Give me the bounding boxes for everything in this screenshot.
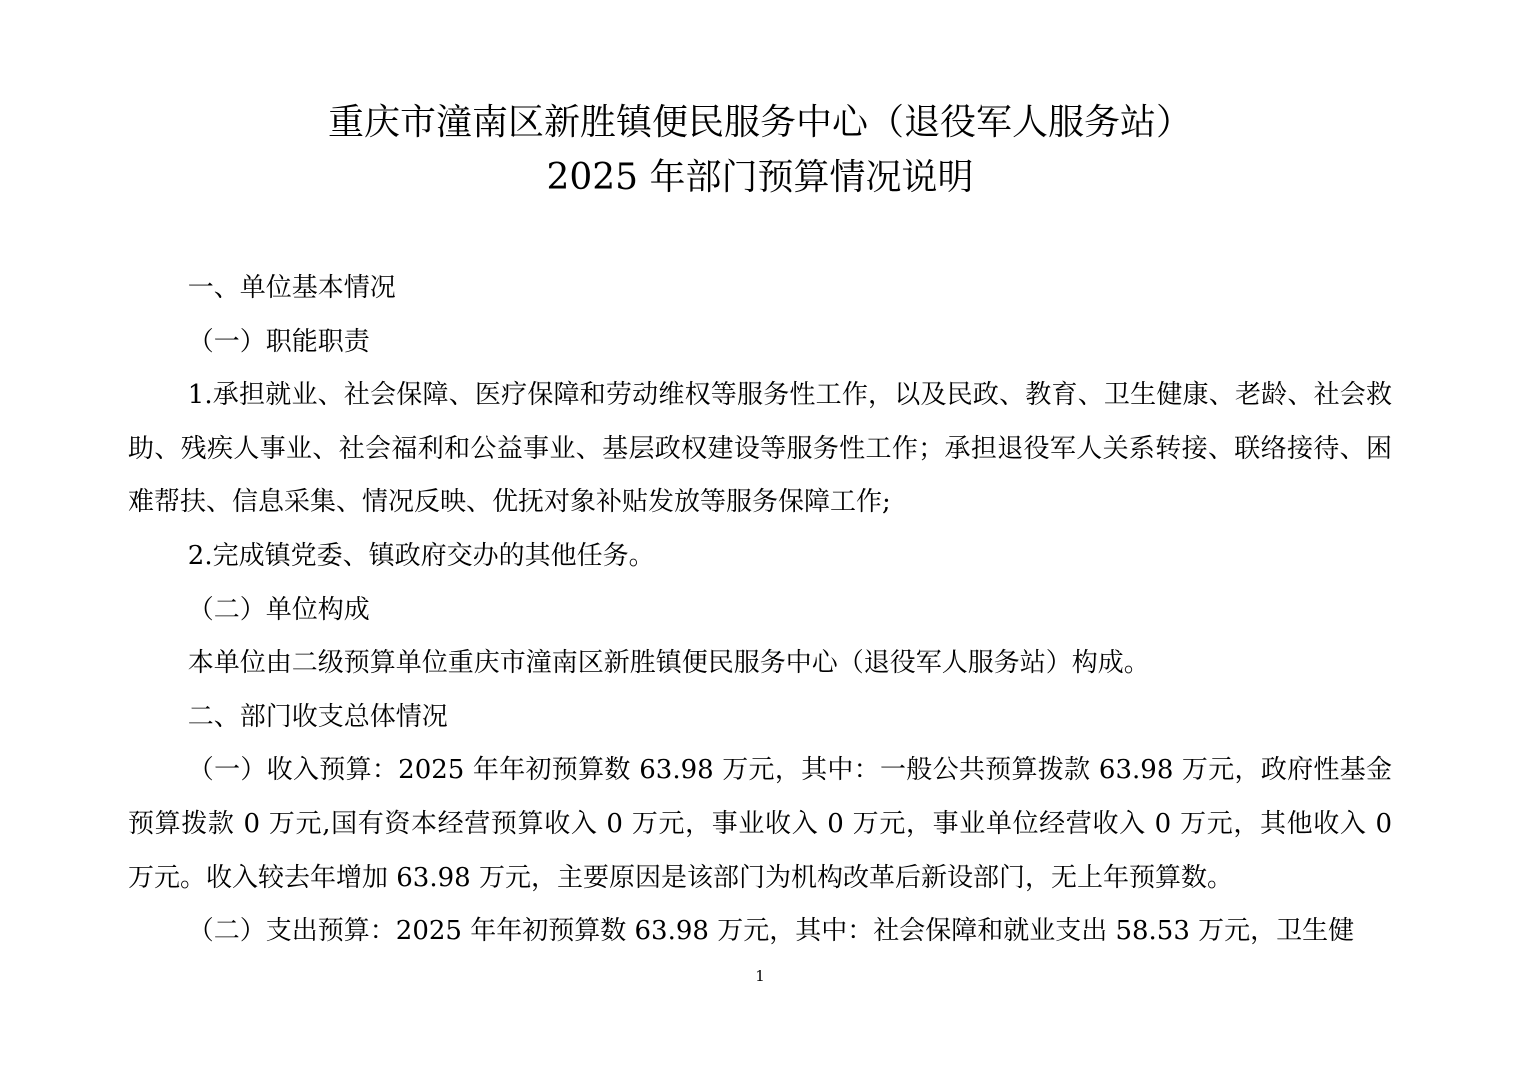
document-body <box>128 262 1392 959</box>
paragraph-composition: 本单位由二级预算单位重庆市潼南区新胜镇便民服务中心（退役军人服务站）构成。 <box>187 648 1150 679</box>
paragraph-function-1: 1.承担就业、社会保障、医疗保障和劳动维权等服务性工作，以及民政、教育、卫生健康、老龄、社会救助、残疾人事业、社会福利和公益事业、基层政权建设等服务性工作；承担退役军人关系转接、联络接待、困难帮扶、信息采集、情况反映、优抚对象补贴发放等服务保障工作; <box>128 380 1392 518</box>
subsection-heading-composition: （二）单位构成 <box>187 594 370 625</box>
document-title-line-1: 重庆市潼南区新胜镇便民服务中心（退役军人服务站） <box>327 102 1192 143</box>
paragraph-function-2: 2.完成镇党委、镇政府交办的其他任务。 <box>187 540 655 571</box>
paragraph-expenditure-budget: （二）支出预算：2025 年年初预算数 63.98 万元，其中：社会保障和就业支出 58.53 万元，卫生健 <box>187 916 1355 947</box>
page-number: 1 <box>755 967 765 985</box>
document-title-line-2: 2025 年部门预算情况说明 <box>546 157 974 198</box>
section-heading-unit-basics: 一、单位基本情况 <box>187 273 396 303</box>
paragraph-income-budget: （一）收入预算：2025 年年初预算数 63.98 万元，其中：一般公共预算拨款 63.98 万元，政府性基金预算拨款 0 万元,国有资本经营预算收入 0 万元，事业收入 0 万元，事业单位经营收入 0 万元，其他收入 0 万元。收入较去年增加 63.98 万元，主要原因是该部门为机构改革后新设部门，无上年预算数。 <box>128 755 1392 893</box>
section-heading-budget-overview: 二、部门收支总体情况 <box>187 701 448 732</box>
subsection-heading-functions: （一）职能职责 <box>187 326 370 357</box>
